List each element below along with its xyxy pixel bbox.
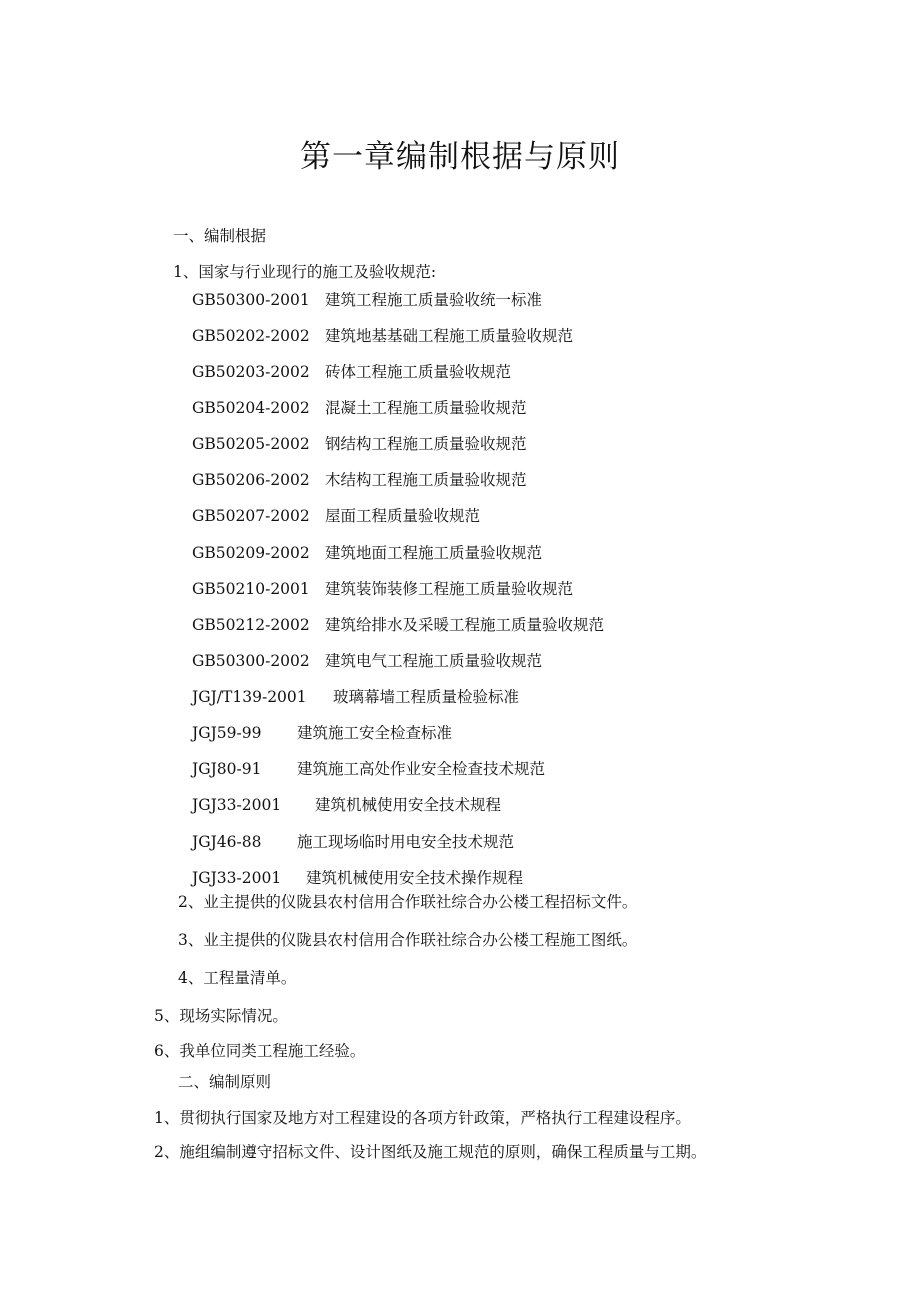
standard-row <box>192 687 519 707</box>
standard-row <box>192 434 527 454</box>
standard-row <box>192 470 527 490</box>
standard-code: GB50212-2002 <box>192 616 310 634</box>
standard-name: 屋面工程质量验收规范 <box>325 507 481 525</box>
standard-code: GB50205-2002 <box>192 435 310 453</box>
item-6: 6、我单位同类工程施工经验。 <box>154 1042 366 1060</box>
chapter-title: 第一章编制根据与原则 <box>300 139 620 175</box>
standard-row <box>192 398 527 418</box>
standard-row <box>192 362 511 382</box>
standard-name: 建筑电气工程施工质量验收规范 <box>325 652 543 670</box>
standard-code: GB50210-2001 <box>192 580 310 598</box>
standard-row <box>192 832 514 852</box>
standard-name: 玻璃幕墙工程质量检验标准 <box>333 688 520 706</box>
standard-code: GB50204-2002 <box>192 399 310 417</box>
standard-code: GB50209-2002 <box>192 544 310 562</box>
standard-row <box>192 543 542 563</box>
standard-name: 混凝土工程施工质量验收规范 <box>325 399 527 417</box>
standard-code: JGJ/T139-2001 <box>192 688 307 706</box>
item-3: 3、业主提供的仪陇县农村信用合作联社综合办公楼工程施工图纸。 <box>178 931 638 949</box>
standard-name: 建筑机械使用安全技术规程 <box>315 796 502 814</box>
standard-row <box>192 326 573 346</box>
standard-code: GB50202-2002 <box>192 327 310 345</box>
item-2: 2、业主提供的仪陇县农村信用合作联社综合办公楼工程招标文件。 <box>178 893 638 911</box>
item-1-intro: 1、国家与行业现行的施工及验收规范: <box>173 263 437 281</box>
standard-name: 建筑装饰装修工程施工质量验收规范 <box>325 580 574 598</box>
standard-name: 建筑施工高处作业安全检查技术规范 <box>297 760 546 778</box>
standard-name: 建筑地面工程施工质量验收规范 <box>325 544 543 562</box>
standard-name: 建筑施工安全检查标准 <box>297 724 453 742</box>
standard-name: 建筑给排水及采暖工程施工质量验收规范 <box>325 616 605 634</box>
standard-name: 钢结构工程施工质量验收规范 <box>325 435 527 453</box>
standard-code: GB50206-2002 <box>192 471 310 489</box>
standard-name: 建筑工程施工质量验收统一标准 <box>325 291 543 309</box>
standard-row <box>192 651 542 671</box>
standard-row <box>192 759 545 779</box>
standard-code: JGJ33-2001 <box>192 869 282 887</box>
standard-code: GB50300-2002 <box>192 652 310 670</box>
standard-row <box>192 615 604 635</box>
standard-row <box>192 868 523 888</box>
standard-code: JGJ46-88 <box>192 833 262 851</box>
standard-code: GB50300-2001 <box>192 291 310 309</box>
standard-code: JGJ80-91 <box>192 760 262 778</box>
standard-row <box>192 723 452 743</box>
standard-code: GB50207-2002 <box>192 507 310 525</box>
standard-name: 建筑地基基础工程施工质量验收规范 <box>325 327 574 345</box>
standard-code: GB50203-2002 <box>192 363 310 381</box>
standard-name: 建筑机械使用安全技术操作规程 <box>306 869 524 887</box>
section-heading-principles: 二、编制原则 <box>178 1073 272 1091</box>
standard-name: 施工现场临时用电安全技术规范 <box>297 833 515 851</box>
standard-name: 砖体工程施工质量验收规范 <box>325 363 512 381</box>
section-heading-basis: 一、编制根据 <box>173 227 267 245</box>
standard-code: JGJ59-99 <box>192 724 262 742</box>
principle-1: 1、贯彻执行国家及地方对工程建设的各项方针政策，严格执行工程建设程序。 <box>154 1109 691 1127</box>
item-4: 4、工程量清单。 <box>178 969 297 987</box>
standard-row <box>192 579 573 599</box>
standard-name: 木结构工程施工质量验收规范 <box>325 471 527 489</box>
standard-row <box>192 290 542 310</box>
standard-row <box>192 795 501 815</box>
standard-code: JGJ33-2001 <box>192 796 282 814</box>
item-5: 5、现场实际情况。 <box>154 1007 288 1025</box>
principle-2: 2、施组编制遵守招标文件、设计图纸及施工规范的原则，确保工程质量与工期。 <box>154 1143 707 1161</box>
standard-row <box>192 506 480 526</box>
